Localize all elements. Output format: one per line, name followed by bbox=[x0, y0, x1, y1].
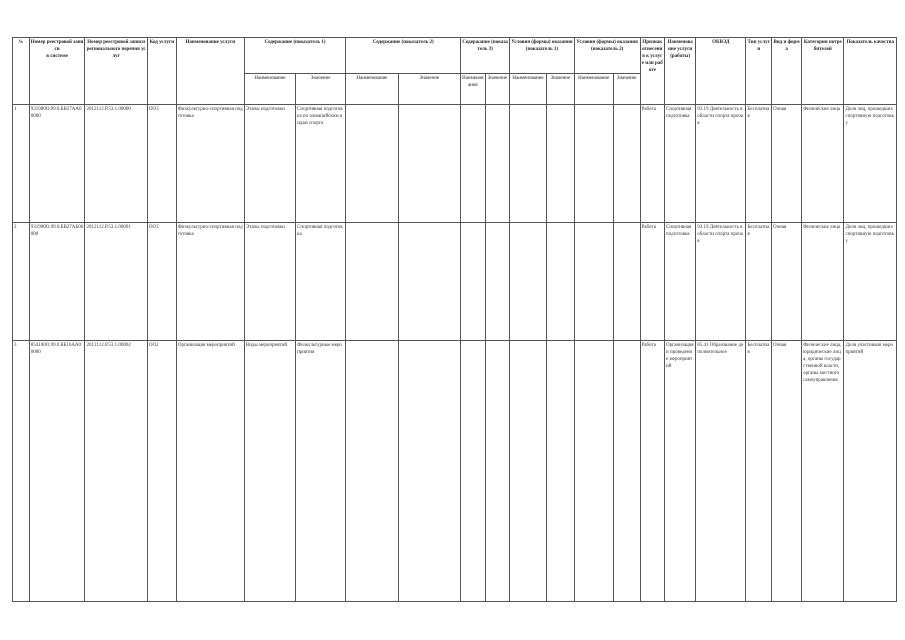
sub-u2-value: Значение bbox=[613, 74, 640, 105]
cell-c1-value: Спортивная подготовка по олимпийским видам спорта bbox=[296, 105, 346, 223]
cell-form: Очная bbox=[772, 341, 802, 602]
cell-num: 1 bbox=[13, 105, 30, 223]
cell-reg-region: 2012112.Р.53.1.00001 bbox=[85, 223, 147, 341]
cell-consumer: Бесплатная bbox=[746, 105, 772, 223]
cell-c3-value bbox=[485, 341, 510, 602]
cell-u1-value bbox=[546, 341, 574, 602]
cell-form: Очная bbox=[772, 223, 802, 341]
cell-category: Физические лица, юридические лица, органы государственной власти, органы местного самоуправления bbox=[802, 341, 844, 602]
cell-c3-value bbox=[485, 223, 510, 341]
cell-okved2: 93.19 Деятельность в области спорта прочая bbox=[696, 223, 746, 341]
cell-u2-value bbox=[613, 223, 640, 341]
col-reg-number-label: Номер реестровой записи bbox=[30, 40, 84, 52]
cell-c1-value: Спортивная подготовка bbox=[296, 223, 346, 341]
cell-name: Физкультурно-спортивная подготовка bbox=[176, 105, 244, 223]
cell-u1-name bbox=[510, 223, 547, 341]
cell-reg: 931900О.99.0.БВ27АБ00000 bbox=[29, 223, 85, 341]
cell-c1-name: Этапы подготовки bbox=[244, 105, 295, 223]
cell-reg: 854100О.99.0.ББ16АА00000 bbox=[29, 341, 85, 602]
sub-c2-value: Значение bbox=[398, 74, 460, 105]
cell-u1-value bbox=[546, 223, 574, 341]
cell-okved: Спортивная подготовка bbox=[665, 223, 696, 341]
sub-u1-name: Наименование bbox=[510, 74, 547, 105]
cell-c2-value bbox=[398, 223, 460, 341]
cell-c1-name: Виды мероприятий bbox=[244, 341, 295, 602]
table-row bbox=[13, 341, 897, 602]
col-category: Категории потребителей bbox=[802, 38, 844, 105]
cell-provision: Работа bbox=[640, 223, 665, 341]
cell-u1-value bbox=[546, 105, 574, 223]
cell-u2-name bbox=[574, 105, 613, 223]
sub-c3-value: Значение bbox=[485, 74, 510, 105]
cell-provision: Работа bbox=[640, 105, 665, 223]
col-code: Код услуги bbox=[147, 38, 176, 105]
table-row bbox=[13, 223, 897, 341]
sub-c1-value: Значение bbox=[296, 74, 346, 105]
cell-c1-name: Этапы подготовки bbox=[244, 223, 295, 341]
cell-num: 2 bbox=[13, 223, 30, 341]
cell-okved2: 85.41 Образование дополнительное bbox=[696, 341, 746, 602]
col-name: Наименование услуги bbox=[176, 38, 244, 105]
cell-name: Организация мероприятий bbox=[176, 341, 244, 602]
cell-consumer: Бесплатная bbox=[746, 223, 772, 341]
table-row bbox=[13, 105, 897, 223]
cell-form: Очная bbox=[772, 105, 802, 223]
sub-c3-name: Наименование bbox=[461, 74, 486, 105]
cell-num: 3 bbox=[13, 341, 30, 602]
col-num: № bbox=[13, 38, 30, 105]
cell-consumer: Бесплатная bbox=[746, 341, 772, 602]
cell-c3-name bbox=[461, 105, 486, 223]
cell-name: Физкультурно-спортивная подготовка bbox=[176, 223, 244, 341]
col-content2: Содержание (показатель 2) bbox=[346, 38, 461, 74]
cell-c2-value bbox=[398, 105, 460, 223]
sub-u2-name: Наименование bbox=[574, 74, 613, 105]
cell-category: Физические лица bbox=[802, 105, 844, 223]
col-cond1: Условия (формы) оказания (показатель 1) bbox=[510, 38, 575, 74]
col-cond2: Условия (формы) оказания (показатель 2) bbox=[574, 38, 640, 74]
col-okved: Наименование услуги (работы) bbox=[665, 38, 696, 105]
col-content1: Содержание (показатель 1) bbox=[244, 38, 345, 74]
cell-c3-value bbox=[485, 105, 510, 223]
cell-c3-name bbox=[461, 223, 486, 341]
cell-u1-name bbox=[510, 105, 547, 223]
cell-c2-name bbox=[346, 341, 398, 602]
cell-category: Физические лица bbox=[802, 223, 844, 341]
cell-c2-name bbox=[346, 105, 398, 223]
col-consumer: Тип услуги bbox=[746, 38, 772, 105]
sub-c2-name: Наименование bbox=[346, 74, 398, 105]
cell-c1-value: Физкультурные мероприятия bbox=[296, 341, 346, 602]
cell-u2-value bbox=[613, 105, 640, 223]
cell-c3-name bbox=[461, 341, 486, 602]
cell-okved: Организация и проведение мероприятий bbox=[665, 341, 696, 602]
col-quality: Показатель качества bbox=[844, 38, 897, 105]
cell-u2-name bbox=[574, 341, 613, 602]
col-reg-region: Номер реестровой записи регионального перечня услуг bbox=[85, 38, 147, 105]
cell-code: ОО3 bbox=[147, 105, 176, 223]
registry-table bbox=[12, 37, 897, 602]
col-content3: Содержание (показатель 3) bbox=[461, 38, 510, 74]
cell-code: ОО3 bbox=[147, 223, 176, 341]
cell-c2-name bbox=[346, 223, 398, 341]
sub-c1-name: Наименование bbox=[244, 74, 295, 105]
cell-c2-value bbox=[398, 341, 460, 602]
cell-code: ОО2 bbox=[147, 341, 176, 602]
col-form: Вид и форма bbox=[772, 38, 802, 105]
col-reg-number-sub: в системе bbox=[46, 54, 68, 59]
cell-quality: Доля лиц, прошедших спортивную подготовку bbox=[844, 223, 897, 341]
cell-u2-name bbox=[574, 223, 613, 341]
col-okved2: ОКВЭД bbox=[696, 38, 746, 105]
col-provision: Признак отнесения к услуге или работе bbox=[640, 38, 665, 105]
cell-u2-value bbox=[613, 341, 640, 602]
cell-reg-region: 2012112.Р.53.1.00000 bbox=[85, 105, 147, 223]
table-header-row bbox=[13, 38, 897, 74]
cell-reg: 931900О.99.0.БВ27АА00000 bbox=[29, 105, 85, 223]
cell-okved2: 93.19 Деятельность в области спорта прочая bbox=[696, 105, 746, 223]
cell-reg-region: 2012112.Р.53.1.00002 bbox=[85, 341, 147, 602]
sub-u1-value: Значение bbox=[546, 74, 574, 105]
cell-u1-name bbox=[510, 341, 547, 602]
cell-provision: Работа bbox=[640, 341, 665, 602]
cell-quality: Доля участников мероприятий bbox=[844, 341, 897, 602]
cell-okved: Спортивная подготовка bbox=[665, 105, 696, 223]
col-reg-number bbox=[29, 38, 85, 105]
cell-quality: Доля лиц, прошедших спортивную подготовку bbox=[844, 105, 897, 223]
